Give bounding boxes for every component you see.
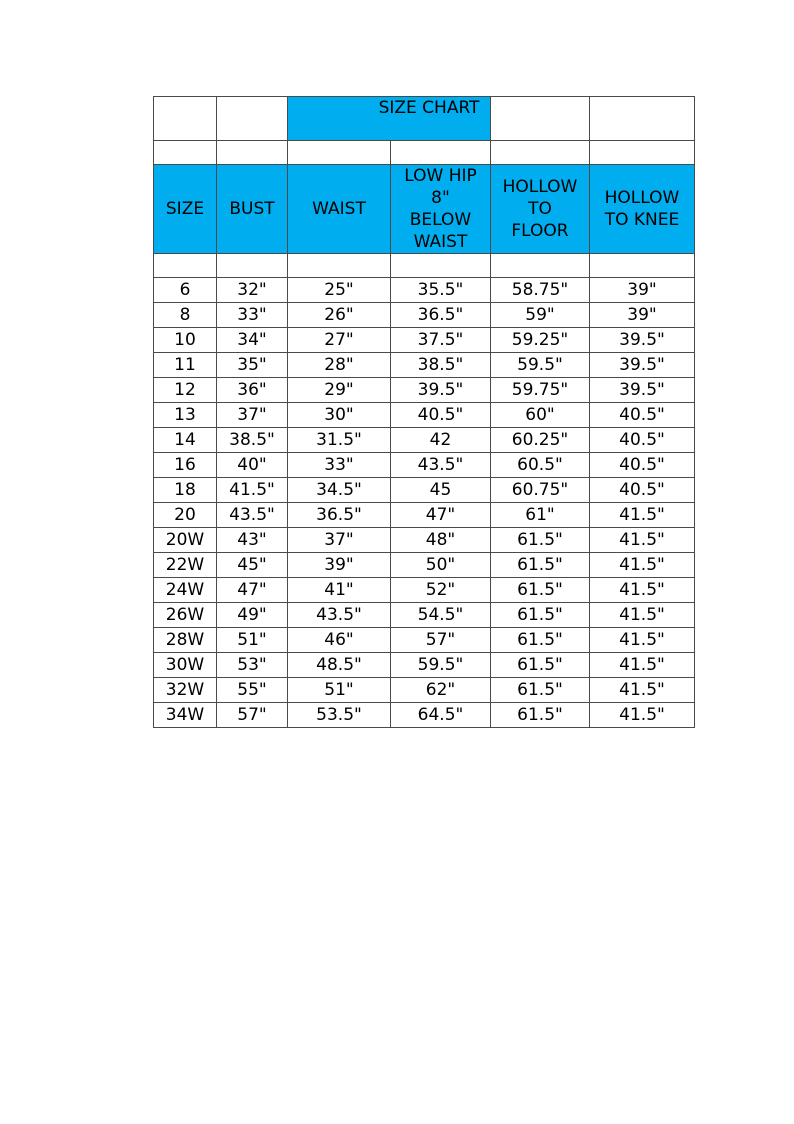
- header-bust: BUST: [217, 165, 288, 254]
- table-row: [154, 328, 695, 353]
- cell-size: 14: [154, 428, 217, 453]
- table-row: [154, 553, 695, 578]
- cell-size: 34W: [154, 703, 217, 728]
- cell-hollow-to-floor: 60.75": [491, 478, 590, 503]
- cell-waist: 46": [288, 628, 391, 653]
- cell-size: 20: [154, 503, 217, 528]
- cell-hollow-to-knee: 41.5": [590, 703, 695, 728]
- cell-bust: 51": [217, 628, 288, 653]
- cell-hollow-to-floor: 61.5": [491, 628, 590, 653]
- header-low-hip-line: LOW HIP: [404, 166, 477, 186]
- cell-bust: 41.5": [217, 478, 288, 503]
- table-row: [154, 428, 695, 453]
- cell-size: 28W: [154, 628, 217, 653]
- cell-bust: 53": [217, 653, 288, 678]
- empty-cell: [217, 254, 288, 278]
- cell-low-hip: 62": [391, 678, 491, 703]
- cell-size: 24W: [154, 578, 217, 603]
- cell-hollow-to-floor: 60.25": [491, 428, 590, 453]
- table-row: [154, 303, 695, 328]
- cell-waist: 36.5": [288, 503, 391, 528]
- cell-waist: 48.5": [288, 653, 391, 678]
- cell-low-hip: 43.5": [391, 453, 491, 478]
- cell-waist: 37": [288, 528, 391, 553]
- cell-hollow-to-knee: 41.5": [590, 503, 695, 528]
- cell-hollow-to-knee: 41.5": [590, 678, 695, 703]
- cell-low-hip: 37.5": [391, 328, 491, 353]
- cell-low-hip: 57": [391, 628, 491, 653]
- cell-waist: 34.5": [288, 478, 391, 503]
- cell-hollow-to-knee: 39.5": [590, 378, 695, 403]
- cell-hollow-to-knee: 41.5": [590, 628, 695, 653]
- cell-hollow-to-floor: 60": [491, 403, 590, 428]
- empty-cell: [217, 141, 288, 165]
- cell-bust: 35": [217, 353, 288, 378]
- cell-low-hip: 52": [391, 578, 491, 603]
- cell-waist: 26": [288, 303, 391, 328]
- cell-size: 26W: [154, 603, 217, 628]
- cell-hollow-to-floor: 58.75": [491, 278, 590, 303]
- header-waist: WAIST: [288, 165, 391, 254]
- cell-hollow-to-floor: 61.5": [491, 528, 590, 553]
- empty-cell: [491, 141, 590, 165]
- cell-low-hip: 42: [391, 428, 491, 453]
- cell-hollow-to-knee: 41.5": [590, 528, 695, 553]
- cell-size: 18: [154, 478, 217, 503]
- cell-hollow-to-knee: 40.5": [590, 428, 695, 453]
- empty-cell: [154, 97, 217, 141]
- cell-low-hip: 35.5": [391, 278, 491, 303]
- cell-hollow-to-knee: 41.5": [590, 578, 695, 603]
- empty-cell: [391, 254, 491, 278]
- cell-waist: 33": [288, 453, 391, 478]
- cell-waist: 27": [288, 328, 391, 353]
- empty-cell: [288, 254, 391, 278]
- cell-low-hip: 54.5": [391, 603, 491, 628]
- table-row: [154, 353, 695, 378]
- cell-waist: 39": [288, 553, 391, 578]
- spacer-row: [154, 254, 695, 278]
- cell-hollow-to-floor: 59.25": [491, 328, 590, 353]
- cell-size: 12: [154, 378, 217, 403]
- cell-hollow-to-floor: 61.5": [491, 553, 590, 578]
- cell-size: 13: [154, 403, 217, 428]
- cell-low-hip: 64.5": [391, 703, 491, 728]
- cell-hollow-to-floor: 60.5": [491, 453, 590, 478]
- cell-size: 30W: [154, 653, 217, 678]
- empty-cell: [590, 141, 695, 165]
- cell-waist: 30": [288, 403, 391, 428]
- cell-size: 22W: [154, 553, 217, 578]
- cell-hollow-to-floor: 59.5": [491, 353, 590, 378]
- cell-bust: 49": [217, 603, 288, 628]
- cell-waist: 43.5": [288, 603, 391, 628]
- table-row: [154, 528, 695, 553]
- cell-hollow-to-floor: 59": [491, 303, 590, 328]
- cell-hollow-to-knee: 40.5": [590, 403, 695, 428]
- empty-cell: [217, 97, 288, 141]
- table-row: [154, 703, 695, 728]
- cell-hollow-to-floor: 61": [491, 503, 590, 528]
- header-hollow-floor-line: HOLLOW: [502, 177, 578, 197]
- cell-waist: 53.5": [288, 703, 391, 728]
- empty-cell: [590, 97, 695, 141]
- header-low-hip-line: BELOW: [409, 210, 472, 230]
- cell-waist: 25": [288, 278, 391, 303]
- title-row: [154, 97, 695, 141]
- cell-hollow-to-knee: 39.5": [590, 353, 695, 378]
- header-hollow-knee-line: HOLLOW: [604, 188, 680, 208]
- cell-bust: 55": [217, 678, 288, 703]
- cell-hollow-to-floor: 61.5": [491, 678, 590, 703]
- cell-size: 32W: [154, 678, 217, 703]
- cell-hollow-to-knee: 39": [590, 278, 695, 303]
- cell-low-hip: 47": [391, 503, 491, 528]
- cell-waist: 31.5": [288, 428, 391, 453]
- cell-hollow-to-knee: 39.5": [590, 328, 695, 353]
- header-low-hip-line: 8": [431, 188, 450, 208]
- table-row: [154, 403, 695, 428]
- cell-hollow-to-knee: 40.5": [590, 453, 695, 478]
- empty-cell: [288, 141, 391, 165]
- cell-bust: 32": [217, 278, 288, 303]
- cell-hollow-to-floor: 61.5": [491, 703, 590, 728]
- cell-size: 11: [154, 353, 217, 378]
- empty-cell: [491, 254, 590, 278]
- table-row: [154, 578, 695, 603]
- empty-cell: [154, 141, 217, 165]
- header-hollow-floor-line: FLOOR: [511, 221, 569, 241]
- header-hollow-to-floor: [491, 165, 590, 254]
- table-row: [154, 378, 695, 403]
- header-row: [154, 165, 695, 254]
- cell-bust: 47": [217, 578, 288, 603]
- cell-low-hip: 50": [391, 553, 491, 578]
- cell-low-hip: 45: [391, 478, 491, 503]
- table-row: [154, 653, 695, 678]
- cell-waist: 41": [288, 578, 391, 603]
- table-row: [154, 278, 695, 303]
- cell-bust: 36": [217, 378, 288, 403]
- chart-title: [288, 97, 491, 141]
- cell-low-hip: 40.5": [391, 403, 491, 428]
- table-row: [154, 503, 695, 528]
- cell-waist: 51": [288, 678, 391, 703]
- empty-cell: [154, 254, 217, 278]
- cell-hollow-to-knee: 39": [590, 303, 695, 328]
- cell-hollow-to-floor: 61.5": [491, 603, 590, 628]
- table-row: [154, 478, 695, 503]
- cell-bust: 57": [217, 703, 288, 728]
- cell-bust: 40": [217, 453, 288, 478]
- cell-hollow-to-floor: 61.5": [491, 578, 590, 603]
- cell-bust: 33": [217, 303, 288, 328]
- table-row: [154, 603, 695, 628]
- size-chart-body: [154, 97, 695, 728]
- cell-hollow-to-knee: 41.5": [590, 653, 695, 678]
- cell-size: 20W: [154, 528, 217, 553]
- cell-bust: 43": [217, 528, 288, 553]
- cell-bust: 45": [217, 553, 288, 578]
- cell-hollow-to-floor: 59.75": [491, 378, 590, 403]
- header-hollow-knee-line: TO KNEE: [604, 210, 680, 230]
- size-chart-table: [153, 96, 695, 728]
- cell-bust: 43.5": [217, 503, 288, 528]
- cell-low-hip: 59.5": [391, 653, 491, 678]
- header-low-hip: [391, 165, 491, 254]
- cell-waist: 28": [288, 353, 391, 378]
- cell-size: 16: [154, 453, 217, 478]
- cell-low-hip: 48": [391, 528, 491, 553]
- spacer-row: [154, 141, 695, 165]
- cell-hollow-to-knee: 41.5": [590, 603, 695, 628]
- empty-cell: [590, 254, 695, 278]
- cell-size: 6: [154, 278, 217, 303]
- cell-size: 8: [154, 303, 217, 328]
- table-row: [154, 453, 695, 478]
- cell-low-hip: 39.5": [391, 378, 491, 403]
- chart-title-text: SIZE CHART: [378, 98, 480, 118]
- cell-bust: 37": [217, 403, 288, 428]
- cell-hollow-to-knee: 41.5": [590, 553, 695, 578]
- empty-cell: [491, 97, 590, 141]
- empty-cell: [391, 141, 491, 165]
- table-row: [154, 628, 695, 653]
- header-size: SIZE: [154, 165, 217, 254]
- table-row: [154, 678, 695, 703]
- cell-low-hip: 36.5": [391, 303, 491, 328]
- header-hollow-to-knee: [590, 165, 695, 254]
- cell-bust: 38.5": [217, 428, 288, 453]
- cell-low-hip: 38.5": [391, 353, 491, 378]
- header-hollow-floor-line: TO: [528, 199, 552, 219]
- cell-bust: 34": [217, 328, 288, 353]
- cell-size: 10: [154, 328, 217, 353]
- header-low-hip-line: WAIST: [413, 232, 468, 252]
- cell-hollow-to-floor: 61.5": [491, 653, 590, 678]
- cell-hollow-to-knee: 40.5": [590, 478, 695, 503]
- cell-waist: 29": [288, 378, 391, 403]
